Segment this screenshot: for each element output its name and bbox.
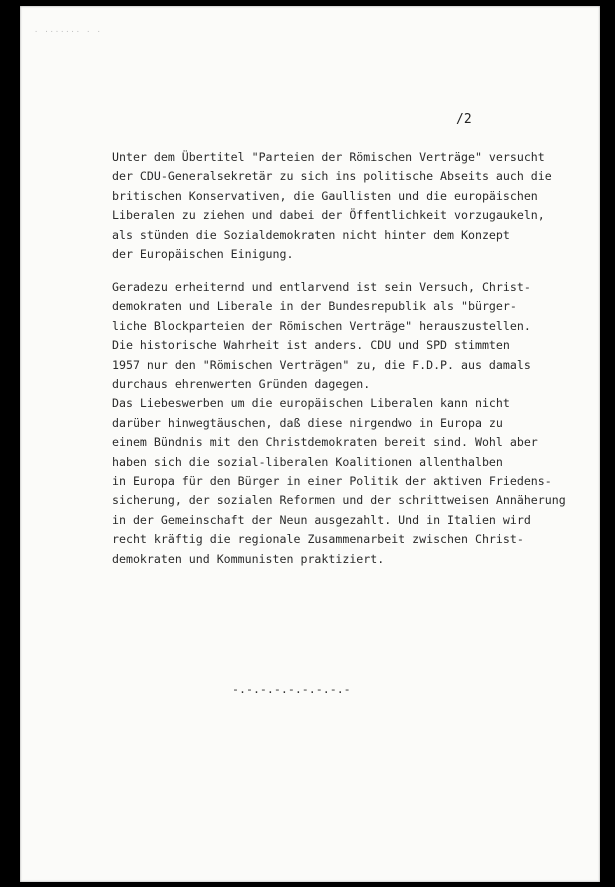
text-line: haben sich die sozial-liberalen Koalitionen allenthalben [112,454,503,469]
text-line: in Europa für den Bürger in einer Politik der aktiven Friedens- [112,474,552,489]
text-line: der Europäischen Einigung. [112,247,294,262]
text-line: britischen Konservativen, die Gaullisten und die europäischen [112,188,538,203]
faint-header-marks: · ······· · · [34,28,102,36]
text-line: in der Gemeinschaft der Neun ausgezahlt. Und in Italien wird [112,512,531,527]
text-line: Das Liebeswerben um die europäischen Liberalen kann nicht [112,396,510,411]
text-line: 1957 nur den "Römischen Verträgen" zu, die F.D.P. aus damals [112,357,531,372]
text-line: einem Bündnis mit den Christdemokraten bereit sind. Wohl aber [112,435,538,450]
text-line: sicherung, der sozialen Reformen und der schrittweisen Annäherung [112,493,566,508]
text-line: der CDU-Generalsekretär zu sich ins politische Abseits auch die [112,169,552,184]
text-line: Die historische Wahrheit ist anders. CDU und SPD stimmten [112,338,510,353]
text-line: durchaus ehrenwerten Gründen dagegen. [112,377,371,392]
text-line: Geradezu erheiternd und entlarvend ist sein Versuch, Christ- [112,280,531,294]
page-number: /2 [456,112,472,127]
paragraph-1 [112,148,582,264]
text-line: demokraten und Kommunisten praktiziert. [112,551,385,566]
text-line: liche Blockparteien der Römischen Verträge" herauszustellen. [112,318,531,333]
document-page [20,6,600,882]
paragraph-2 [112,278,582,569]
text-line: als stünden die Sozialdemokraten nicht hinter dem Konzept [112,227,510,242]
closing-dash-mark: -.-.-.-.-.-.-.-.- [232,682,351,696]
text-line: recht kräftig die regionale Zusammenarbeit zwischen Christ- [112,532,524,547]
text-line: darüber hinwegtäuschen, daß diese nirgendwo in Europa zu [112,415,503,430]
text-line: Liberalen zu ziehen und dabei der Öffentlichkeit vorzugaukeln, [112,208,545,223]
text-line: demokraten und Liberale in der Bundesrepublik als "bürger- [112,299,517,314]
text-line: Unter dem Übertitel "Parteien der Römischen Verträge" versucht [112,150,545,164]
